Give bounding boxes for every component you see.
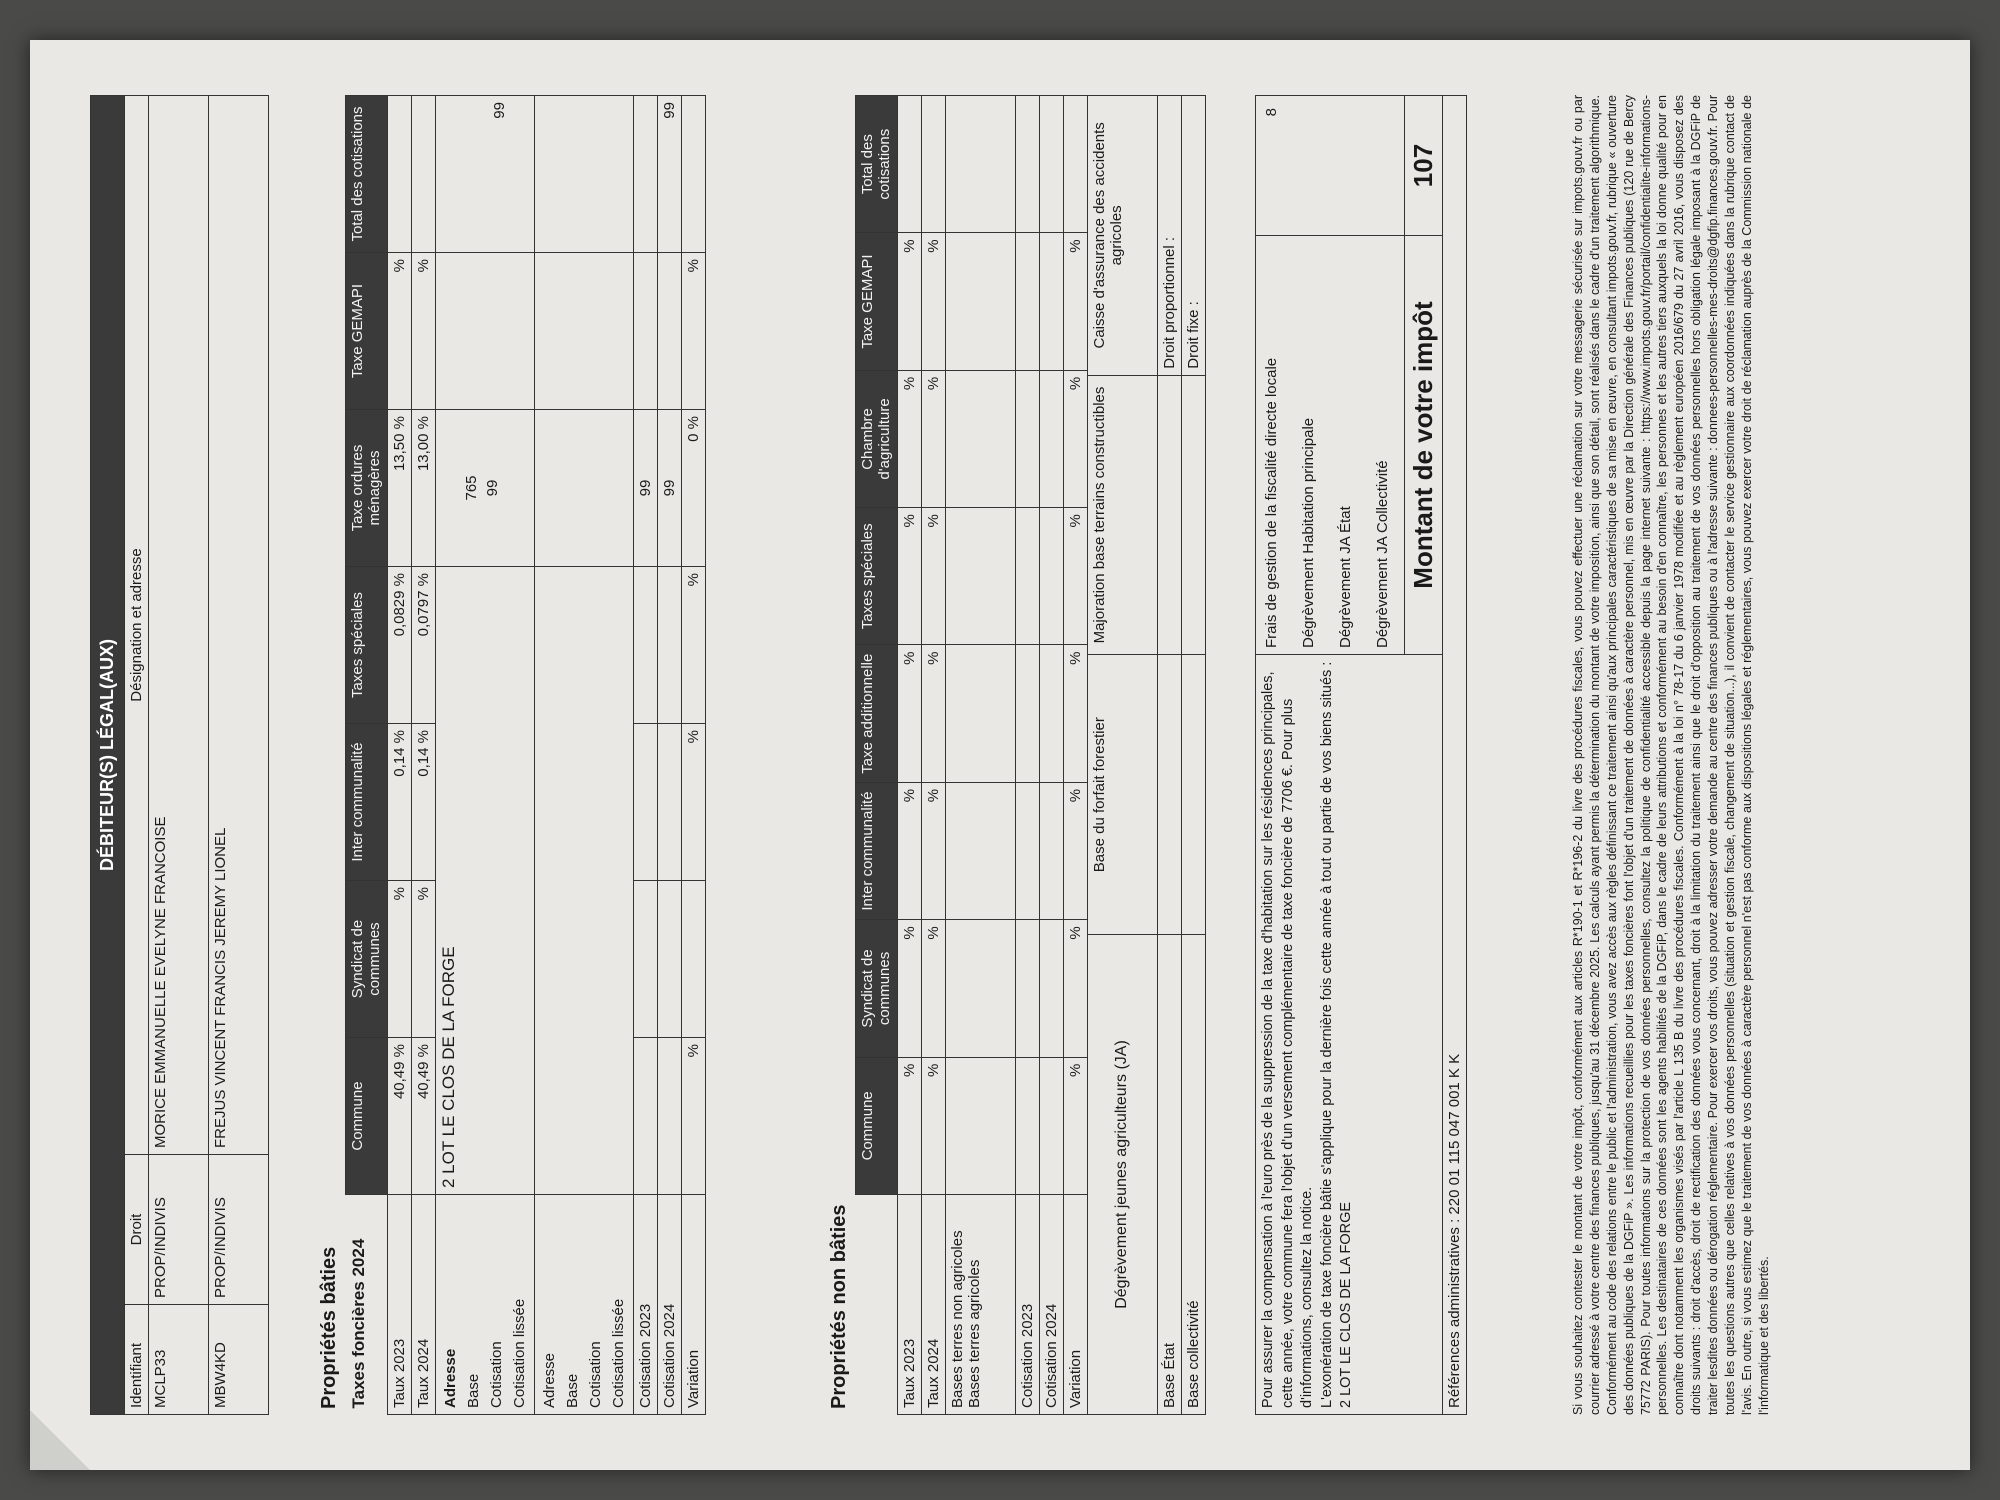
- empty-cell: [1015, 96, 1039, 233]
- empty-cell: [657, 567, 681, 724]
- taux-value: %: [897, 782, 921, 919]
- bati-section-label: Propriétés bâties: [318, 1246, 340, 1409]
- taux-value: 40,49 %: [411, 1038, 435, 1195]
- variation-value: [681, 881, 705, 1038]
- variation-value: %: [681, 567, 705, 724]
- folded-corner: [30, 1410, 90, 1470]
- frais-value: 8: [1263, 108, 1280, 117]
- empty-cell: [657, 1038, 681, 1195]
- debtor-id: MBW4KD: [209, 1305, 269, 1415]
- empty-cell: [633, 1038, 657, 1195]
- bati-block: [310, 95, 706, 1415]
- empty-cell: [1157, 375, 1181, 655]
- taux-value: 13,00 %: [411, 410, 435, 567]
- variation-label: Variation: [681, 1195, 705, 1415]
- adresse-label: Adresse: [540, 1352, 558, 1408]
- empty-cell: [1181, 375, 1205, 655]
- empty-cell: [856, 1195, 898, 1415]
- forfait-forestier: Base du forfait forestier: [1087, 655, 1157, 935]
- taux-label: Taux 2023: [897, 1195, 921, 1415]
- caisse-accidents: Caisse d'assurance des accidents agricoles: [1087, 96, 1157, 376]
- frais-gestion: Frais de gestion de la fiscalité directe locale: [1263, 357, 1280, 648]
- taux-value: %: [921, 508, 945, 645]
- cot-2024-label: Cotisation 2024: [657, 1195, 681, 1415]
- bases-label: Bases terres non agricoles Bases terres agricoles: [945, 1195, 1015, 1415]
- empty-cell: [657, 724, 681, 881]
- variation-value: %: [1063, 233, 1087, 370]
- debtor-name: FREJUS VINCENT FRANCIS JEREMY LIONEL: [209, 96, 269, 1155]
- bati-header: Taxe GEMAPI: [346, 253, 388, 410]
- empty-cell: [1039, 920, 1063, 1057]
- empty-cell: [1157, 655, 1181, 935]
- empty-cell: [1015, 233, 1039, 370]
- non-bati-section-label: Propriétés non bâties: [828, 1204, 850, 1409]
- taux-value: [897, 96, 921, 233]
- variation-value: [1063, 96, 1087, 233]
- empty-cell: [945, 920, 1015, 1057]
- property-address: 2 LOT LE CLOS DE LA FORGE: [435, 567, 534, 1195]
- adresse-label: Adresse: [441, 1348, 459, 1408]
- fees-values: [1256, 96, 1405, 236]
- empty-cell: [1015, 370, 1039, 507]
- taux-value: 40,49 %: [387, 1038, 411, 1195]
- empty-cell: [1039, 233, 1063, 370]
- taux-value: 0,14 %: [411, 724, 435, 881]
- taux-value: %: [897, 920, 921, 1057]
- taux-value: 13,50 %: [387, 410, 411, 567]
- non-bati-table: [855, 95, 1088, 1415]
- base-label: Base: [563, 1373, 581, 1408]
- empty-cell: [534, 410, 633, 567]
- notice-cell: [1256, 655, 1443, 1415]
- empty-cell: [1039, 96, 1063, 233]
- ja-table: [1087, 95, 1206, 1415]
- empty-cell: [534, 253, 633, 410]
- cot-2023-label: Cotisation 2023: [633, 1195, 657, 1415]
- cot-2024-label: Cotisation 2024: [1039, 1195, 1063, 1415]
- taux-value: %: [897, 508, 921, 645]
- taux-value: %: [897, 645, 921, 782]
- variation-value: %: [681, 253, 705, 410]
- cot-2023-label: Cotisation 2023: [1015, 1195, 1039, 1415]
- variation-value: %: [1063, 1057, 1087, 1194]
- non-bati-header: Taxes spéciales: [856, 508, 898, 645]
- bati-header: Syndicat de communes: [346, 881, 388, 1038]
- ordures-cell: [435, 410, 534, 567]
- references: Références administratives : 220 01 115 047 001 K K: [1443, 96, 1467, 1415]
- empty-cell: [945, 782, 1015, 919]
- taux-value: %: [921, 645, 945, 782]
- degrevement-habitation: Dégrèvement Habitation principale: [1300, 417, 1317, 648]
- empty-cell: [1039, 782, 1063, 919]
- bati-header: Total des cotisations: [346, 96, 388, 253]
- cotisation-label: Cotisation: [487, 1341, 505, 1408]
- taux-label: Taux 2024: [411, 1195, 435, 1415]
- empty-cell: [633, 253, 657, 410]
- bati-header: Inter communalité: [346, 724, 388, 881]
- fees-labels: [1256, 236, 1405, 655]
- cot-2024-ordures: 99: [657, 410, 681, 567]
- non-bati-header: Total des cotisations: [856, 96, 898, 233]
- variation-value: %: [1063, 370, 1087, 507]
- variation-value: [681, 96, 705, 253]
- property-2-address: [534, 567, 633, 1195]
- cotisation-label: Cotisation: [586, 1341, 604, 1408]
- base-collectivite: Base collectivité: [1181, 935, 1205, 1415]
- variation-value: 0 %: [681, 410, 705, 567]
- taux-value: [411, 96, 435, 253]
- property-1-labels: [435, 1195, 534, 1415]
- total-value: 107: [1405, 96, 1443, 236]
- variation-value: %: [1063, 645, 1087, 782]
- taux-value: 0,14 %: [387, 724, 411, 881]
- property-2-labels: [534, 1195, 633, 1415]
- non-bati-header: Syndicat de communes: [856, 920, 898, 1057]
- cot-2023-ordures: 99: [633, 410, 657, 567]
- taux-value: %: [897, 233, 921, 370]
- tax-notice-page: [50, 55, 1950, 1455]
- summary-table: [1255, 95, 1467, 1415]
- summary-block: [1255, 95, 1467, 1415]
- empty-cell: [633, 881, 657, 1038]
- taux-value: 0,0797 %: [411, 567, 435, 724]
- variation-value: %: [1063, 920, 1087, 1057]
- empty-cell: [1015, 1057, 1039, 1194]
- debtors-table: [90, 95, 269, 1415]
- variation-value: %: [1063, 508, 1087, 645]
- taux-value: %: [921, 782, 945, 919]
- notice-text-2: . Pour plus d'informations, consultez la notice.: [1279, 698, 1316, 1408]
- variation-value: %: [1063, 782, 1087, 919]
- empty-cell: [1015, 645, 1039, 782]
- empty-cell: [945, 233, 1015, 370]
- empty-cell: [945, 370, 1015, 507]
- degrevement-ja: Dégrèvement jeunes agriculteurs (JA): [1087, 935, 1157, 1415]
- notice-text-3: L'exonération de taxe foncière bâtie s'applique pour la dernière fois cette année à tout ou partie de vos biens situés :: [1318, 661, 1335, 1408]
- bati-header: Taxe ordures ménagères: [346, 410, 388, 567]
- taux-value: %: [897, 370, 921, 507]
- debtor-name: MORICE EMMANUELLE EVELYNE FRANCOISE: [149, 96, 209, 1155]
- cotisation-ordures: 99: [483, 479, 501, 497]
- cot-2024-total: 99: [657, 96, 681, 253]
- variation-value: %: [681, 724, 705, 881]
- taux-value: [921, 96, 945, 233]
- base-ordures: 765: [462, 475, 480, 501]
- droit-fixe: Droit fixe :: [1181, 96, 1205, 376]
- notice-address: 2 LOT LE CLOS DE LA FORGE: [1338, 1201, 1355, 1408]
- debtors-block: [90, 95, 269, 1415]
- empty-cell: [657, 881, 681, 1038]
- col-identifiant: Identifiant: [125, 1305, 149, 1415]
- empty-cell: [1039, 370, 1063, 507]
- debtor-id: MCLP33: [149, 1305, 209, 1415]
- debtors-title: DÉBITEUR(S) LÉGAL(AUX): [91, 96, 125, 1415]
- non-bati-header: Chambre d'agriculture: [856, 370, 898, 507]
- col-droit: Droit: [125, 1155, 149, 1305]
- taux-value: %: [897, 1057, 921, 1194]
- droit-proportionnel: Droit proportionnel :: [1157, 96, 1181, 376]
- taux-value: %: [921, 233, 945, 370]
- non-bati-header: Inter communalité: [856, 782, 898, 919]
- majoration-terrains: Majoration base terrains constructibles: [1087, 375, 1157, 655]
- empty-cell: [633, 567, 657, 724]
- bati-table: [345, 95, 706, 1415]
- empty-cell: [1039, 645, 1063, 782]
- taux-value: 0,0829 %: [387, 567, 411, 724]
- taux-value: [387, 96, 411, 253]
- empty-cell: [633, 96, 657, 253]
- non-bati-header: Taxe additionnelle: [856, 645, 898, 782]
- taux-value: %: [921, 920, 945, 1057]
- gemapi-cell: [435, 253, 534, 410]
- empty-cell: [1039, 1057, 1063, 1194]
- empty-cell: [1039, 508, 1063, 645]
- notice-text-1: Pour assurer la compensation à l'euro près de la suppression de la taxe d'habitation sur les résidences principales, cette année, votre commune fera l'objet d'un versement complémentaire de taxe foncière de: [1260, 671, 1296, 1408]
- taux-value: %: [921, 370, 945, 507]
- empty-cell: [657, 253, 681, 410]
- lissee-label: Cotisation lissée: [609, 1298, 627, 1408]
- total-cell: [435, 96, 534, 253]
- taux-label: Taux 2024: [921, 1195, 945, 1415]
- non-bati-header: Taxe GEMAPI: [856, 233, 898, 370]
- empty-cell: [945, 1057, 1015, 1194]
- legal-footer: Si vous souhaitez contester le montant de votre impôt, conformément aux articles R*190-1 et R*196-2 du livre des procédures fiscales, vous pouvez effectuer une réclamation sur votre messagerie sécurisée sur impots.gouv.fr ou par courrier adressé à votre centre des finances publiques, jusqu'au 31 décembre 2025. Les calculs ayant permis la détermination du montant de votre imposition, ainsi que son détail, sont réalisés dans le cadre d'un traitement algorithmique. Conformément au code des relations entre le public et l'administration, vous avez accès aux règles définissant ce traitement ainsi qu'aux principales caractéristiques de sa mise en œuvre, en consultant impots.gouv.fr, rubrique « ouverture des données publiques de la DGFiP ». Les informations recueillies pour les taxes foncières font l'objet d'un traitement de données à caractère personnel, mis en œuvre par la Direction générale des Finances publiques (120 rue de Bercy 75772 PARIS). Pour toutes informations sur la protection de vos données personnelles, consultez la politique de confidentialité accessible depuis la page internet suivante : https://www.impots.gouv.fr/portail/confidentialite-informations-personnelles. Les destinataires de ces données sont les agents habilités de la DGFiP, dans le cadre de leurs attributions et conformément au besoin d'en connaître, les personnes et les autres tiers auxquels la loi donne qualité pour en connaître dont notamment les organismes visés par l'article L 135 B du livre des procédures fiscales. Conformément à la loi n° 78-17 du 6 janvier 1978 modifiée et au règlement européen 2016/679 du 27 avril 2016, vous disposez des droits suivants : droit d'accès, droit de rectification des données vous concernant, droit à la limitation du traitement ainsi que le droit d'opposition au traitement de vos données personnelles hors obligation légale imposant à la DGFiP de traiter lesdites données ou dérogation réglementaire. Pour exercer vos droits, vous pouvez adresser votre demande au centre des finances publiques ou à l'adresse suivante : donnees-personnelles-mes-droits@dgfip.finances.gouv.fr. Pour toutes les questions autres que celles relatives à vos données personnelles (situation et gestion fiscale, changement de situation...), il convient de contacter le service gestionnaire aux coordonnées indiquées dans la rubrique contact de l'avis. En outre, si vous estimez que le traitement de vos données à caractère personnel n'est pas conforme aux dispositions légales et réglementaires, vous pouvez exercer votre droit de réclamation auprès de la Commission nationale de l'informatique et des libertés.: [1571, 95, 1771, 1415]
- empty-cell: [945, 645, 1015, 782]
- debtor-right: PROP/INDIVIS: [209, 1155, 269, 1305]
- taux-value: %: [387, 881, 411, 1038]
- variation-value: %: [681, 1038, 705, 1195]
- variation-label: Variation: [1063, 1195, 1087, 1415]
- degrevement-ja-etat: Dégrèvement JA État: [1337, 506, 1354, 648]
- empty-cell: [534, 96, 633, 253]
- total-label: Montant de votre impôt: [1405, 236, 1443, 655]
- base-label: Base: [464, 1373, 482, 1408]
- empty-cell: [945, 96, 1015, 233]
- degrevement-ja-collectivite: Dégrèvement JA Collectivité: [1374, 460, 1391, 648]
- non-bati-header: Commune: [856, 1057, 898, 1194]
- cotisation-total: 99: [490, 102, 508, 119]
- base-etat: Base État: [1157, 935, 1181, 1415]
- bati-header: Commune: [346, 1038, 388, 1195]
- empty-cell: [1181, 655, 1205, 935]
- empty-cell: [1015, 508, 1039, 645]
- tax-notice-paper: [30, 40, 1970, 1470]
- lissee-label: Cotisation lissée: [510, 1298, 528, 1408]
- debtor-right: PROP/INDIVIS: [149, 1155, 209, 1305]
- bati-header: Taxes spéciales: [346, 567, 388, 724]
- taux-value: %: [411, 253, 435, 410]
- empty-cell: [1015, 782, 1039, 919]
- empty-cell: [945, 508, 1015, 645]
- taux-value: %: [921, 1057, 945, 1194]
- col-designation: Désignation et adresse: [125, 96, 149, 1155]
- taux-label: Taux 2023: [387, 1195, 411, 1415]
- non-bati-block: [820, 95, 1206, 1415]
- empty-cell: [633, 724, 657, 881]
- notice-amount: 7706 €: [1279, 768, 1296, 813]
- bati-title: Taxes foncières 2024: [348, 1238, 368, 1409]
- empty-cell: [1015, 920, 1039, 1057]
- taux-value: %: [411, 881, 435, 1038]
- taux-value: %: [387, 253, 411, 410]
